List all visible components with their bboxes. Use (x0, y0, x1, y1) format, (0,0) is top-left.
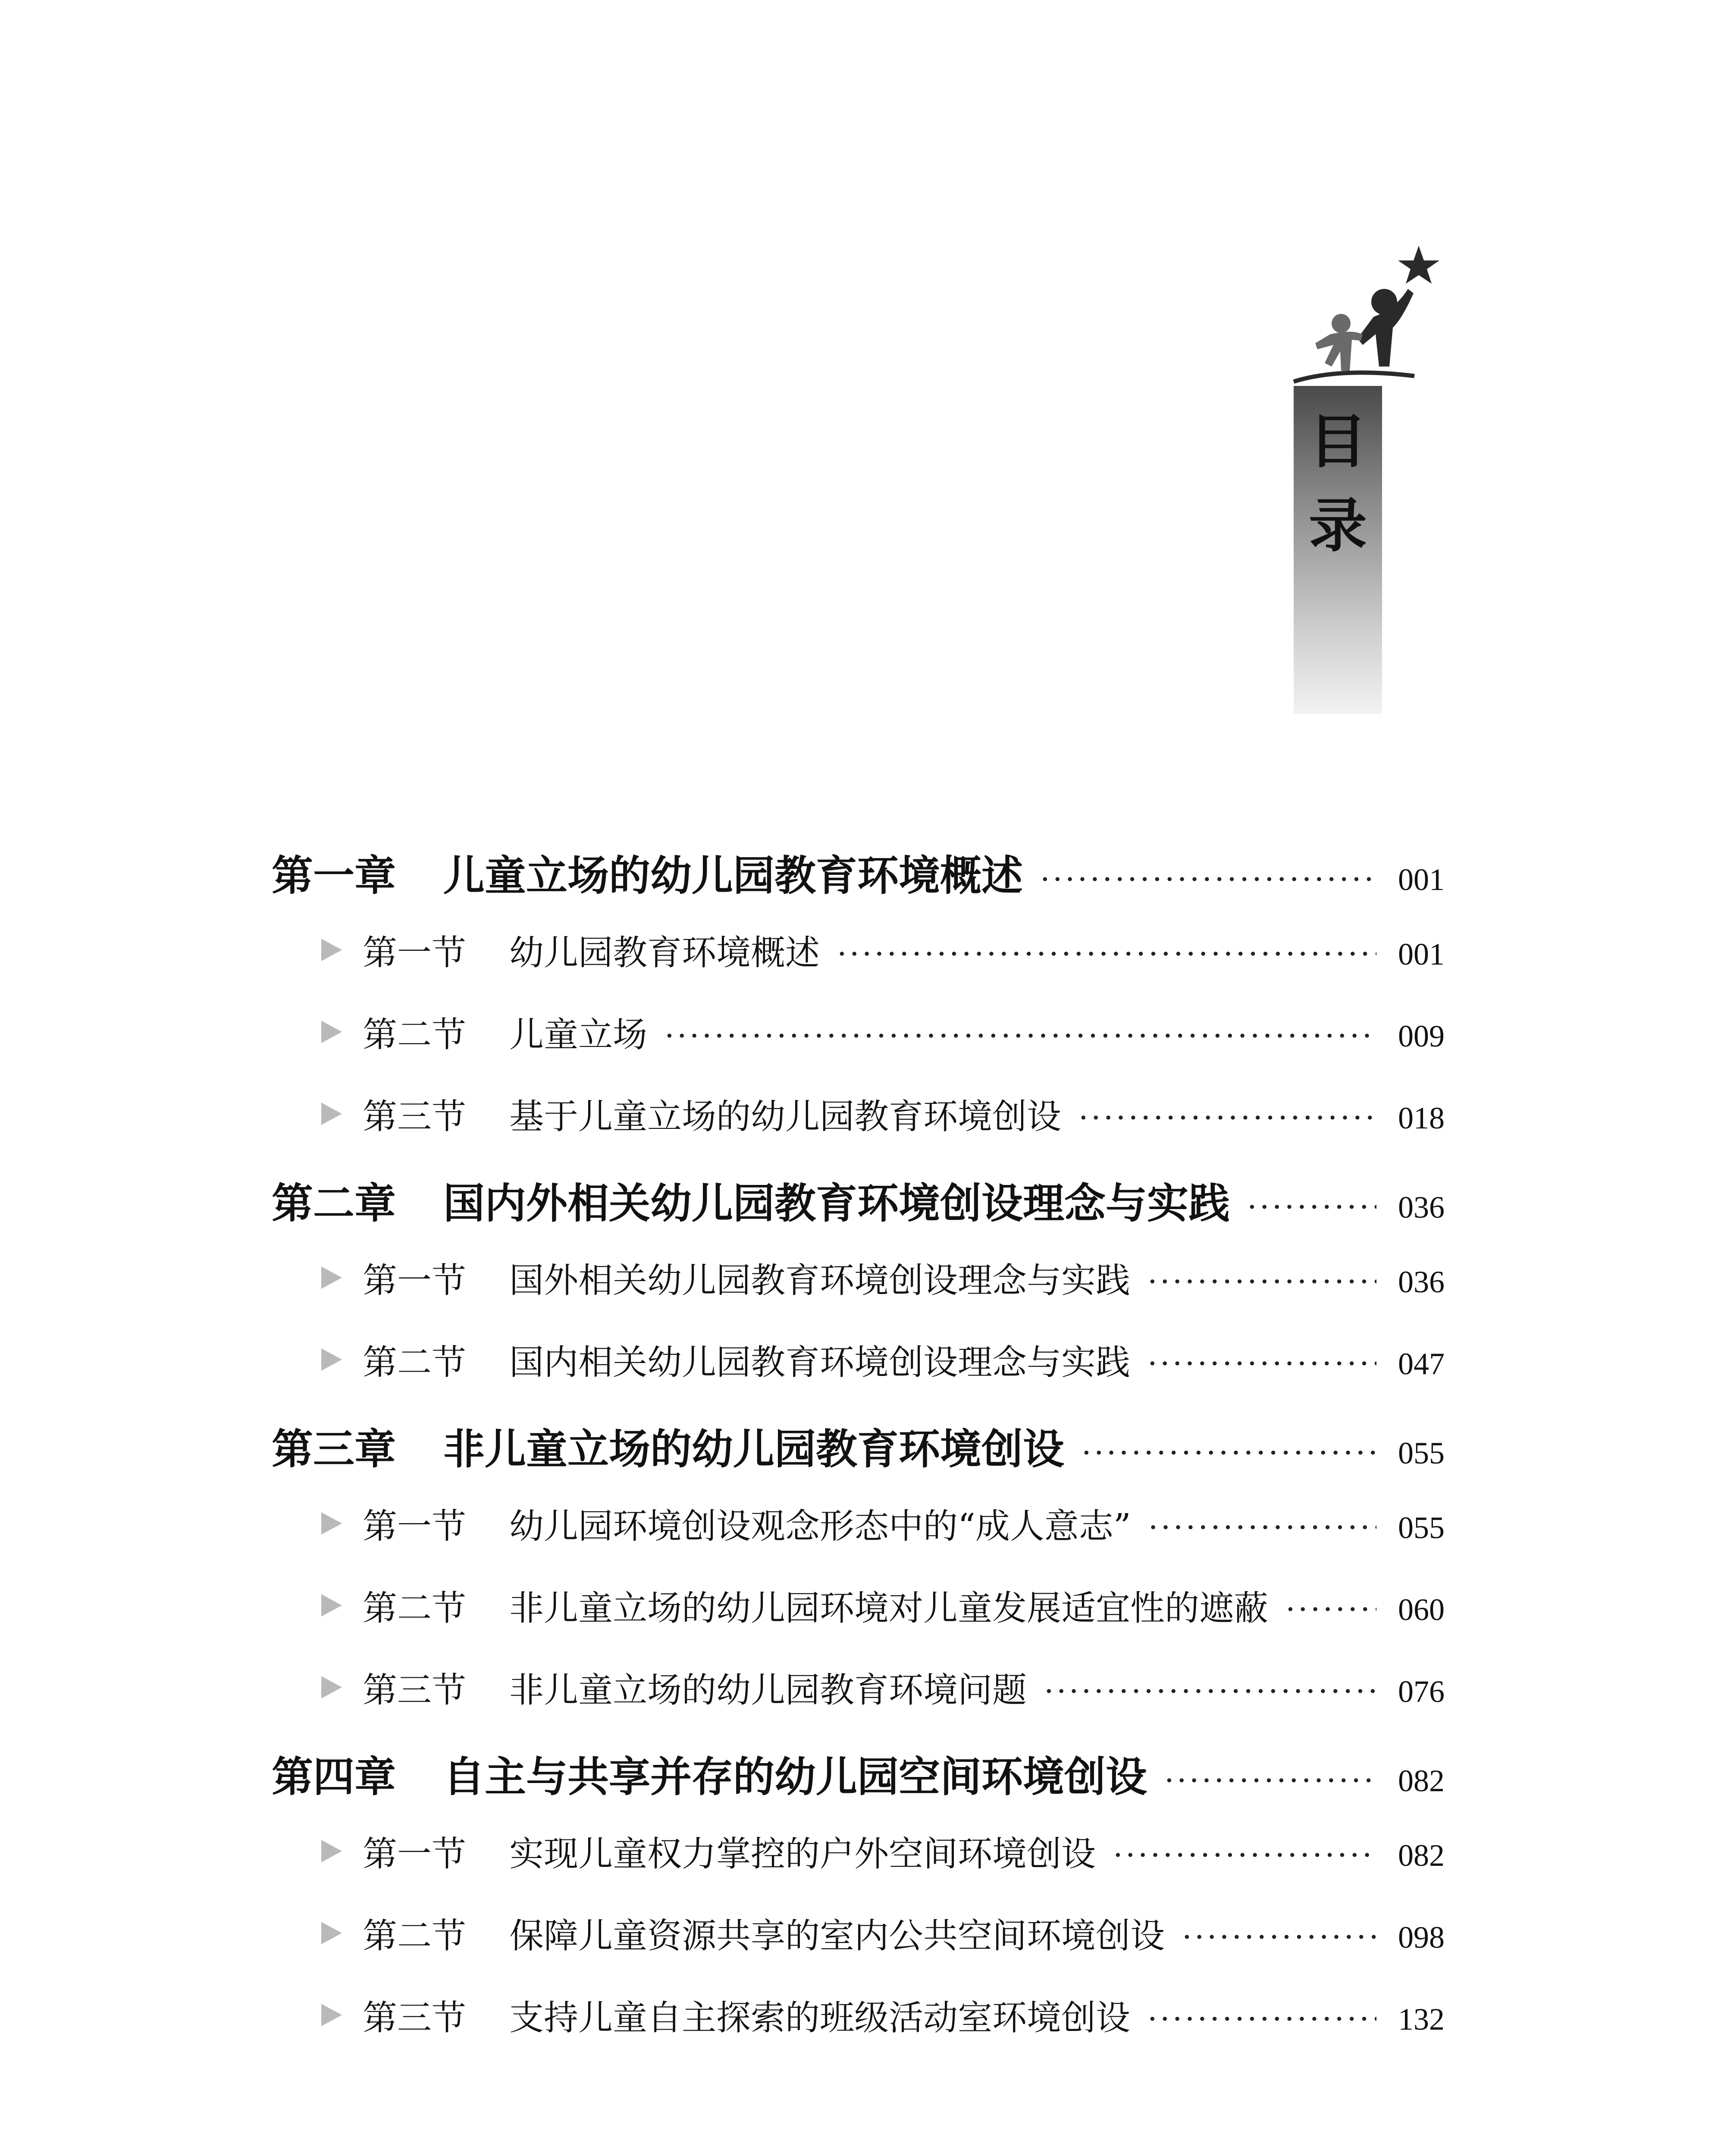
toc-section-row[interactable] (272, 1990, 1445, 2072)
page-ref: 001 (1398, 862, 1445, 897)
chapter-number: 第三章 (272, 1425, 396, 1473)
section-number: 第三节 (363, 1670, 466, 1710)
chapter-number: 第二章 (272, 1179, 396, 1228)
section-title: 幼儿园教育环境概述 (509, 933, 820, 973)
toc-section-row[interactable] (272, 1908, 1445, 1990)
section-title: 国外相关幼儿园教育环境创设理念与实践 (509, 1260, 1130, 1300)
section-title: 国内相关幼儿园教育环境创设理念与实践 (509, 1342, 1130, 1382)
star-icon (1398, 246, 1439, 284)
page-ref: 076 (1398, 1674, 1445, 1709)
page-ref: 055 (1398, 1510, 1445, 1545)
dot-leader (1044, 1673, 1376, 1709)
dot-leader (665, 1018, 1376, 1054)
section-number: 第一节 (363, 933, 466, 973)
chapter-number: 第一章 (272, 851, 396, 900)
toc-chapter-row[interactable] (272, 1416, 1445, 1498)
section-number: 第三节 (363, 1998, 466, 2038)
chapter-title: 国内外相关幼儿园教育环境创设理念与实践 (443, 1179, 1230, 1228)
page-ref: 098 (1398, 1920, 1445, 1955)
chapter-number: 第四章 (272, 1752, 396, 1801)
contents-title-tab (1294, 386, 1382, 714)
page-ref: 036 (1398, 1190, 1445, 1225)
triangle-bullet-icon (321, 1922, 342, 1944)
section-number: 第二节 (363, 1015, 466, 1055)
contents-title-char-2: 录 (1309, 492, 1367, 560)
triangle-bullet-icon (321, 939, 342, 961)
dot-leader (1082, 1435, 1376, 1471)
section-title: 非儿童立场的幼儿园教育环境问题 (509, 1670, 1027, 1710)
triangle-bullet-icon (321, 1266, 342, 1289)
section-number: 第二节 (363, 1916, 466, 1956)
section-number: 第二节 (363, 1588, 466, 1628)
triangle-bullet-icon (321, 1594, 342, 1617)
page-ref: 055 (1398, 1436, 1445, 1470)
dot-leader (1147, 2001, 1376, 2037)
dot-leader (1147, 1263, 1376, 1300)
dot-leader (1113, 1837, 1376, 1873)
triangle-bullet-icon (321, 1840, 342, 1862)
toc-chapter-row[interactable] (272, 843, 1445, 925)
page-ref: 009 (1398, 1019, 1445, 1053)
chapter-title: 儿童立场的幼儿园教育环境概述 (443, 851, 1023, 900)
triangle-bullet-icon (321, 1103, 342, 1125)
page-ref: 036 (1398, 1265, 1445, 1299)
page-ref: 001 (1398, 937, 1445, 971)
section-number: 第一节 (363, 1260, 466, 1300)
page-ref: 132 (1398, 2002, 1445, 2037)
section-number: 第一节 (363, 1834, 466, 1874)
page-ref: 082 (1398, 1764, 1445, 1798)
toc-section-row[interactable] (272, 1826, 1445, 1908)
toc-section-row[interactable] (272, 1089, 1445, 1171)
chapter-title: 非儿童立场的幼儿园教育环境创设 (443, 1425, 1064, 1473)
dot-leader (1040, 861, 1376, 897)
dot-leader (1147, 1345, 1376, 1382)
toc-section-row[interactable] (272, 1007, 1445, 1089)
section-title: 保障儿童资源共享的室内公共空间环境创设 (509, 1916, 1165, 1956)
section-title: 支持儿童自主探索的班级活动室环境创设 (509, 1998, 1130, 2038)
table-of-contents (272, 843, 1445, 2072)
page-ref: 047 (1398, 1347, 1445, 1381)
page-ref: 060 (1398, 1592, 1445, 1627)
section-number: 第三节 (363, 1097, 466, 1137)
toc-section-row[interactable] (272, 1498, 1445, 1580)
dot-leader (1285, 1591, 1376, 1627)
dot-leader (1182, 1919, 1376, 1955)
contents-title-char-1: 目 (1309, 408, 1367, 476)
section-title: 幼儿园环境创设观念形态中的“成人意志” (509, 1506, 1131, 1546)
triangle-bullet-icon (321, 2004, 342, 2026)
toc-chapter-row[interactable] (272, 1171, 1445, 1253)
toc-section-row[interactable] (272, 1580, 1445, 1662)
chapter-title: 自主与共享并存的幼儿园空间环境创设 (443, 1752, 1147, 1801)
section-number: 第二节 (363, 1342, 466, 1382)
toc-section-row[interactable] (272, 1662, 1445, 1744)
section-title: 基于儿童立场的幼儿园教育环境创设 (509, 1097, 1061, 1137)
triangle-bullet-icon (321, 1676, 342, 1698)
section-title: 非儿童立场的幼儿园环境对儿童发展适宜性的遮蔽 (509, 1588, 1268, 1628)
triangle-bullet-icon (321, 1021, 342, 1043)
section-title: 儿童立场 (509, 1015, 647, 1055)
toc-section-row[interactable] (272, 1335, 1445, 1416)
toc-section-row[interactable] (272, 925, 1445, 1007)
dot-leader (1078, 1100, 1376, 1136)
triangle-bullet-icon (321, 1348, 342, 1371)
page-ref: 018 (1398, 1101, 1445, 1135)
dot-leader (1164, 1762, 1376, 1799)
section-number: 第一节 (363, 1506, 466, 1546)
dot-leader (1148, 1509, 1376, 1545)
section-title: 实现儿童权力掌控的户外空间环境创设 (509, 1834, 1096, 1874)
dot-leader (837, 936, 1376, 972)
toc-chapter-row[interactable] (272, 1744, 1445, 1826)
page-ref: 082 (1398, 1838, 1445, 1873)
triangle-bullet-icon (321, 1512, 342, 1535)
children-star-logo-icon (1276, 241, 1445, 388)
dot-leader (1247, 1189, 1376, 1225)
toc-section-row[interactable] (272, 1253, 1445, 1335)
